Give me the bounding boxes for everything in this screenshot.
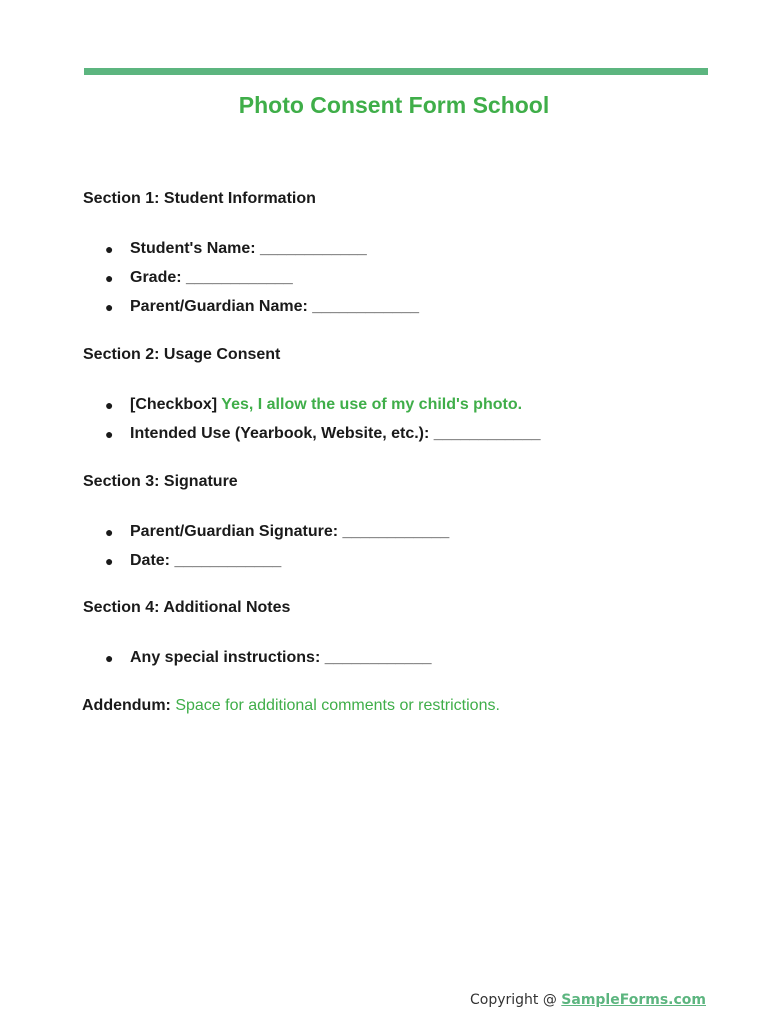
checkbox-label[interactable]: [Checkbox]: [130, 396, 218, 413]
section-3-heading: Section 3: Signature: [83, 473, 238, 490]
section-2-heading: Section 2: Usage Consent: [83, 346, 281, 363]
bullet-icon: ●: [105, 270, 114, 286]
addendum-text: Space for additional comments or restrictions.: [175, 697, 500, 714]
student-name-field[interactable]: Student's Name: ____________: [130, 240, 367, 257]
signature-field[interactable]: Parent/Guardian Signature: ____________: [130, 523, 450, 540]
intended-use-field[interactable]: Intended Use (Yearbook, Website, etc.): ____________: [130, 425, 541, 442]
grade-field[interactable]: Grade: ____________: [130, 269, 293, 286]
section-4-heading: Section 4: Additional Notes: [83, 599, 291, 616]
bullet-icon: ●: [105, 299, 114, 315]
section-1-heading: Section 1: Student Information: [83, 190, 316, 207]
date-field[interactable]: Date: ____________: [130, 552, 282, 569]
consent-checkbox-item[interactable]: [130, 396, 522, 414]
consent-statement: Yes, I allow the use of my child's photo.: [221, 396, 523, 413]
brand-link[interactable]: SampleForms.com: [561, 992, 706, 1008]
bullet-icon: ●: [105, 397, 114, 413]
bullet-icon: ●: [105, 426, 114, 442]
document-title: Photo Consent Form School: [238, 92, 550, 118]
addendum: [82, 697, 500, 715]
parent-guardian-name-field[interactable]: Parent/Guardian Name: ____________: [130, 298, 420, 315]
footer: [470, 992, 706, 1008]
top-accent-bar: [84, 68, 708, 75]
copyright-text: Copyright @: [469, 992, 557, 1008]
bullet-icon: ●: [105, 650, 114, 666]
special-instructions-field[interactable]: Any special instructions: ____________: [130, 649, 432, 666]
bullet-icon: ●: [105, 241, 114, 257]
bullet-icon: ●: [105, 553, 114, 569]
bullet-icon: ●: [105, 524, 114, 540]
addendum-label: Addendum:: [82, 697, 171, 714]
